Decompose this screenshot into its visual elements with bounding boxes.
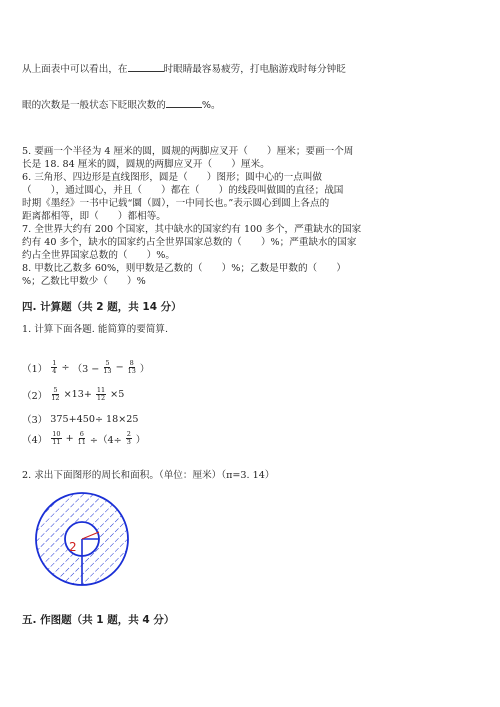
text-fragment: 从上面表中可以看出，在: [22, 64, 128, 75]
calc-label: （1）: [22, 363, 48, 375]
calc-expression: 375+450÷ 18×25: [50, 413, 139, 425]
question-6-line-1: 6. 三角形、四边形是直线图形，圆是（ ）图形；圆中心的一点叫做: [22, 172, 323, 183]
fraction: $\frac{10}{11}$: [52, 430, 61, 446]
text-fragment: 时眼睛最容易疲劳，打电脑游戏时每分钟眨: [163, 64, 346, 75]
operator: ）: [135, 434, 146, 446]
question-7-line-2: 约有 40 多个，缺水的国家约占全世界国家总数的（ ）%；严重缺水的国家: [22, 237, 357, 248]
operator: ×13+: [63, 389, 92, 400]
operator: （3 −: [72, 363, 100, 375]
question-6-line-2: （ ），通过圆心，并且（ ）都在（ ）的线段叫做圆的直径；战国: [22, 185, 344, 196]
calc-item-4: [22, 431, 145, 446]
answer-blank[interactable]: [166, 98, 202, 108]
fraction: $\frac{5}{12}$: [51, 386, 60, 402]
question-5-line-2: 长是 18. 84 厘米的圆，圆规的两脚应叉开（ ）厘米。: [22, 159, 270, 170]
calc-label: （3）: [22, 415, 48, 426]
section-4-question-2: 2. 求出下面图形的周长和面积。（单位：厘米）（π=3. 14）: [22, 470, 275, 481]
operator: ×5: [110, 389, 125, 400]
fraction: $\frac{11}{12}$: [96, 386, 106, 402]
operator: ÷: [61, 362, 70, 373]
calc-item-1: [22, 360, 149, 375]
question-8-line-2: %；乙数比甲数少（ ）%: [22, 276, 146, 287]
fraction: $\frac{8}{13}$: [127, 359, 136, 375]
fraction: $\frac{5}{13}$: [103, 359, 112, 375]
section-4-question-1: 1. 计算下面各题. 能简算的要简算.: [22, 324, 169, 335]
question-8-line-1: 8. 甲数比乙数多 60%，则甲数是乙数的（ ）%；乙数是甲数的（ ）: [22, 263, 346, 274]
fraction: $\frac{2}{3}$: [126, 430, 131, 446]
figure-label: 2: [69, 540, 77, 554]
calc-item-2: [22, 387, 124, 402]
question-7-line-3: 约占全世界国家总数的（ ）%。: [22, 250, 176, 261]
operator: +: [65, 433, 74, 444]
question-6-line-3: 时期《墨经》一书中记载“圜（圆），一中同长也。”表示圆心到圆上各点的: [22, 198, 330, 209]
answer-blank[interactable]: [128, 62, 164, 72]
section-5-title: 五. 作图题（共 1 题，共 4 分）: [22, 614, 175, 626]
text-fragment: 眼的次数是一般状态下眨眼次数的: [22, 100, 166, 111]
section-4-title: 四. 计算题（共 2 题，共 14 分）: [22, 301, 182, 313]
calc-label: （2）: [22, 390, 48, 402]
text-fragment: %。: [201, 100, 221, 111]
calc-label: （4）: [22, 434, 48, 446]
question-6-line-4: 距离都相等，即（ ）都相等。: [22, 211, 166, 222]
question-7-line-1: 7. 全世界大约有 200 个国家，其中缺水的国家约有 100 多个，严重缺水的国家: [22, 224, 362, 235]
text-line: [22, 98, 221, 112]
operator: ÷（4÷: [89, 434, 122, 446]
fraction: $\frac{6}{11}$: [77, 430, 86, 446]
annulus-figure: [18, 490, 148, 590]
calc-item-3: [22, 412, 139, 426]
operator: −: [115, 362, 124, 373]
question-5-line-1: 5. 要画一个半径为 4 厘米的圆，圆规的两脚应叉开（ ）厘米；要画一个周: [22, 146, 354, 157]
operator: ）: [139, 363, 150, 375]
text-line: [22, 62, 346, 76]
fraction: $\frac{1}{4}$: [52, 359, 57, 375]
